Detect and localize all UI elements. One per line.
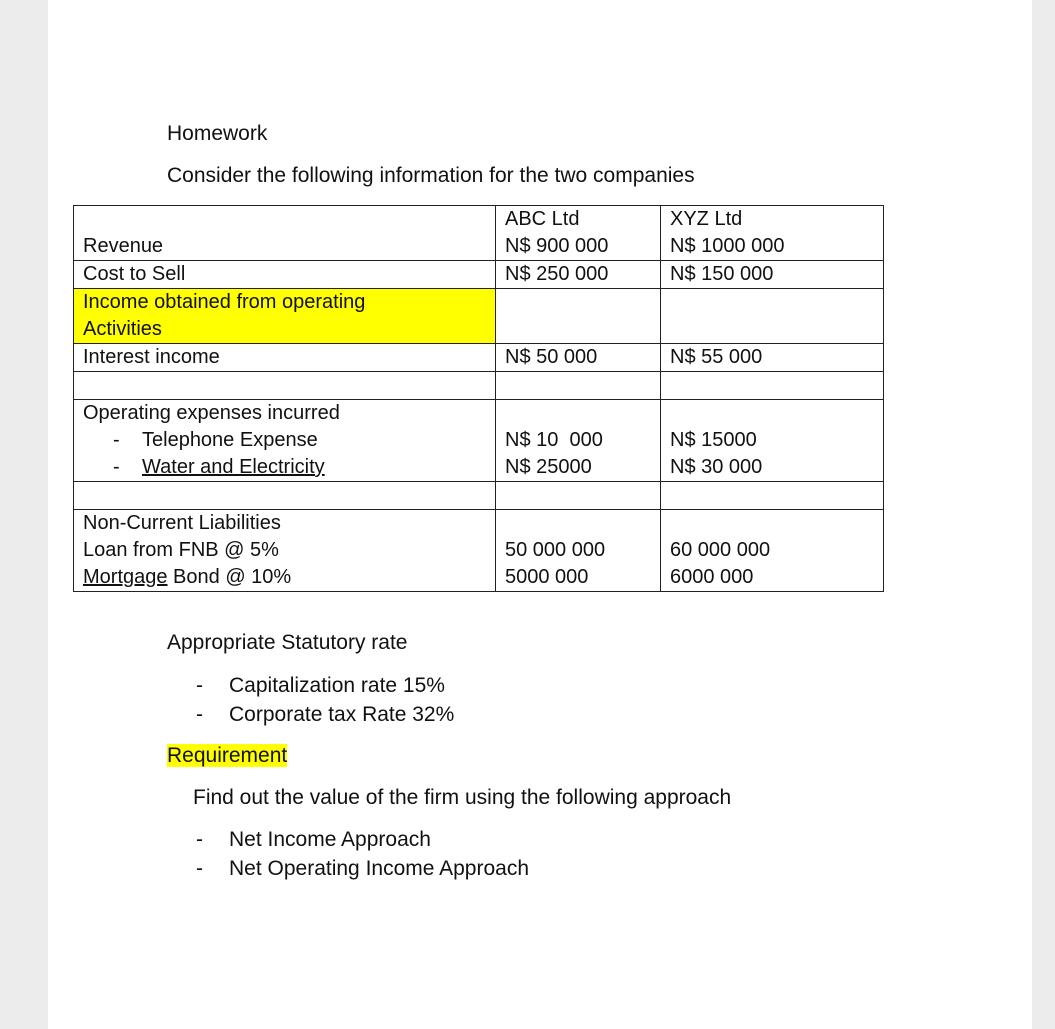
requirement-item: - Net Income Approach: [196, 828, 431, 851]
abc-revenue: N$ 900 000: [505, 235, 609, 257]
requirement-text: Find out the value of the firm using the following approach: [193, 786, 732, 809]
opex-water-item: - Water and Electricity: [113, 456, 325, 478]
table-row-opex: [74, 400, 884, 482]
abc-telephone: N$ 10 000: [505, 429, 603, 451]
table-row-ncl: [74, 510, 884, 592]
xyz-water: N$ 30 000: [670, 456, 763, 478]
xyz-cost: N$ 150 000: [661, 261, 884, 289]
operating-income-line1: Income obtained from operating: [83, 291, 366, 313]
intro-text: Consider the following information for the two companies: [167, 164, 695, 187]
abc-mortgage: 5000 000: [505, 566, 589, 588]
xyz-telephone: N$ 15000: [670, 429, 757, 451]
cost-label: Cost to Sell: [74, 261, 496, 289]
statutory-item: - Capitalization rate 15%: [196, 674, 445, 697]
table-row-interest: [74, 344, 884, 372]
homework-heading: Homework: [167, 122, 268, 145]
mortgage-label: Mortgage Bond @ 10%: [83, 566, 292, 588]
xyz-loan: 60 000 000: [670, 539, 771, 561]
statutory-title: Appropriate Statutory rate: [167, 631, 408, 654]
operating-income-line2: Activities: [83, 318, 162, 340]
table-row-operating-income: [74, 289, 884, 344]
table-row-cost: [74, 261, 884, 289]
xyz-revenue: N$ 1000 000: [670, 235, 785, 257]
financial-table: [73, 205, 884, 592]
net-operating-income-approach: Net Operating Income Approach: [229, 857, 530, 880]
water-label: Water and Electricity: [142, 456, 325, 478]
xyz-header: XYZ Ltd: [670, 208, 743, 230]
statutory-item: - Corporate tax Rate 32%: [196, 703, 455, 726]
telephone-label: Telephone Expense: [142, 429, 318, 451]
opex-telephone-item: - Telephone Expense: [113, 429, 318, 451]
corporate-tax-rate: Corporate tax Rate 32%: [229, 703, 455, 726]
abc-water: N$ 25000: [505, 456, 592, 478]
abc-operating-income: [496, 289, 661, 344]
ncl-label: Non-Current Liabilities: [83, 512, 281, 534]
revenue-label: Revenue: [83, 235, 164, 257]
requirement-item: - Net Operating Income Approach: [196, 857, 530, 880]
abc-loan: 50 000 000: [505, 539, 606, 561]
interest-label: Interest income: [74, 344, 496, 372]
xyz-mortgage: 6000 000: [670, 566, 754, 588]
abc-header: ABC Ltd: [505, 208, 580, 230]
xyz-operating-income: [661, 289, 884, 344]
abc-interest: N$ 50 000: [496, 344, 661, 372]
requirement-title: Requirement: [167, 744, 288, 767]
net-income-approach: Net Income Approach: [229, 828, 431, 851]
table-row-empty-2: [74, 482, 884, 510]
operating-income-label: [74, 289, 496, 344]
table-header-row: [74, 206, 884, 261]
opex-label: Operating expenses incurred: [83, 402, 340, 424]
table-row-empty: [74, 372, 884, 400]
loan-label: Loan from FNB @ 5%: [83, 539, 279, 561]
capitalization-rate: Capitalization rate 15%: [229, 674, 445, 697]
xyz-interest: N$ 55 000: [661, 344, 884, 372]
abc-cost: N$ 250 000: [496, 261, 661, 289]
